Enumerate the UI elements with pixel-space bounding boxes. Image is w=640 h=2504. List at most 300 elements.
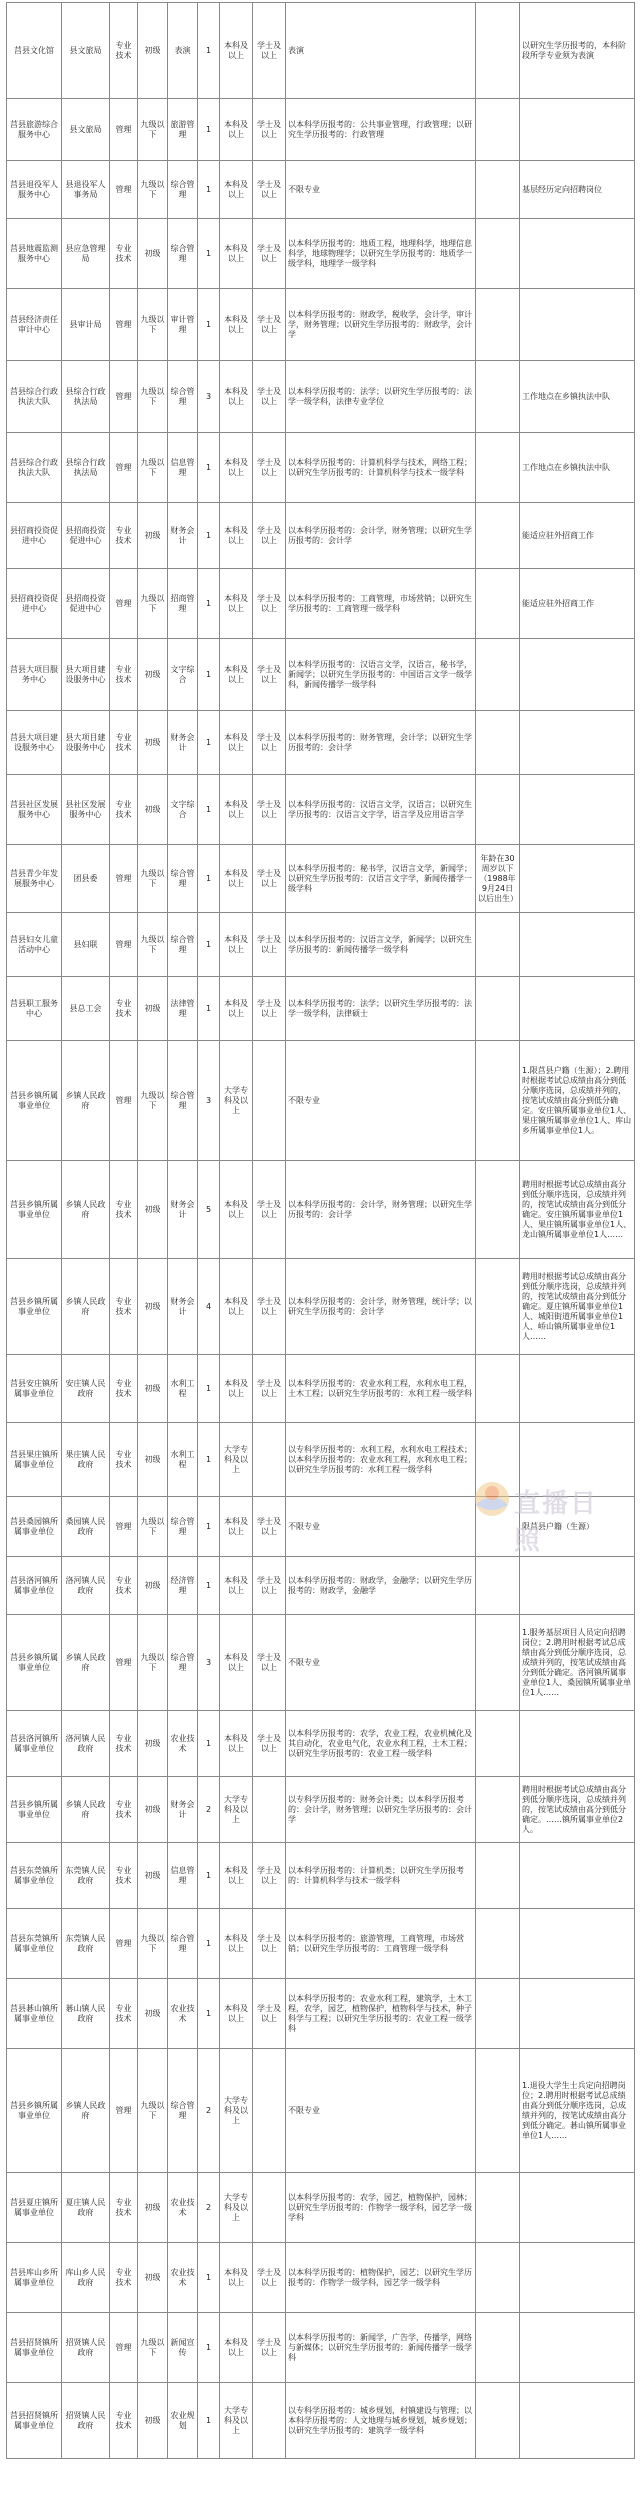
cell-department: 招贤镇人民政府 xyxy=(62,2383,110,2459)
cell-post-category: 管理 xyxy=(110,433,138,503)
cell-remarks: 以研究生学历报考的，本科阶段所学专业须为表演 xyxy=(520,3,635,99)
cell-headcount: 1 xyxy=(198,2383,220,2459)
cell-department: 县综合行政执法局 xyxy=(62,361,110,433)
cell-post-name: 农业技术 xyxy=(168,1979,198,2049)
cell-degree: 学士及以上 xyxy=(253,433,286,503)
cell-headcount: 2 xyxy=(198,2173,220,2243)
cell-post-category: 管理 xyxy=(110,289,138,361)
cell-education: 本科及以上 xyxy=(220,1843,253,1909)
cell-post-category: 专业技术 xyxy=(110,1355,138,1423)
cell-education: 本科及以上 xyxy=(220,503,253,569)
cell-post-category: 专业技术 xyxy=(110,1423,138,1497)
cell-headcount: 1 xyxy=(198,1355,220,1423)
cell-post-name: 水利工程 xyxy=(168,1355,198,1423)
cell-unit-name: 莒县大项目建设服务中心 xyxy=(7,711,62,775)
cell-post-category: 管理 xyxy=(110,913,138,977)
cell-other-requirements xyxy=(476,1557,520,1615)
cell-unit-name: 莒县综合行政执法大队 xyxy=(7,361,62,433)
cell-major: 不限专业 xyxy=(286,2049,476,2173)
cell-degree: 学士及以上 xyxy=(253,1909,286,1979)
cell-remarks: 聘用时根据考试总成绩由高分到低分顺序选岗，总成绩并列的，按笔试成绩由高分到低分确定。夏庄镇所属事业单位1人、城阳街道所属事业单位1人、峤山镇所属事业单位1人…… xyxy=(520,1259,635,1355)
cell-headcount: 1 xyxy=(198,1909,220,1979)
cell-education: 本科及以上 xyxy=(220,569,253,639)
table-row xyxy=(7,775,635,845)
cell-post-name: 农业规划 xyxy=(168,2383,198,2459)
cell-degree: 学士及以上 xyxy=(253,219,286,289)
table-row xyxy=(7,1423,635,1497)
cell-remarks xyxy=(520,1557,635,1615)
cell-degree: 学士及以上 xyxy=(253,1843,286,1909)
cell-remarks xyxy=(520,977,635,1041)
cell-headcount: 1 xyxy=(198,1979,220,2049)
cell-department: 团县委 xyxy=(62,845,110,913)
cell-department: 果庄镇人民政府 xyxy=(62,1423,110,1497)
cell-headcount: 1 xyxy=(198,2243,220,2313)
cell-department: 县大项目建设服务中心 xyxy=(62,639,110,711)
cell-headcount: 1 xyxy=(198,161,220,219)
cell-major: 以本科学历报考的：农业水利工程，水利水电工程，土木工程；以研究生学历报考的：水利工程一级学科 xyxy=(286,1355,476,1423)
cell-post-category: 专业技术 xyxy=(110,639,138,711)
cell-post-category: 专业技术 xyxy=(110,1711,138,1777)
cell-other-requirements xyxy=(476,1259,520,1355)
cell-major: 以本科学历报考的：汉语言文学，新闻学；以研究生学历报考的：新闻传播学一级学科 xyxy=(286,913,476,977)
cell-education: 大学专科及以上 xyxy=(220,1777,253,1843)
cell-education: 本科及以上 xyxy=(220,1161,253,1259)
cell-post-level: 初级 xyxy=(138,1423,168,1497)
recruitment-table xyxy=(6,2,635,2459)
cell-education: 本科及以上 xyxy=(220,775,253,845)
cell-major: 以本科学历报考的：财政学，金融学；以研究生学历报考的：财政学，金融学 xyxy=(286,1557,476,1615)
cell-degree: 学士及以上 xyxy=(253,775,286,845)
cell-remarks: 限莒县户籍（生源） xyxy=(520,1497,635,1557)
cell-education: 本科及以上 xyxy=(220,1979,253,2049)
cell-department: 乡镇人民政府 xyxy=(62,1777,110,1843)
table-row xyxy=(7,913,635,977)
cell-education: 本科及以上 xyxy=(220,99,253,161)
cell-other-requirements xyxy=(476,2313,520,2383)
cell-post-category: 管理 xyxy=(110,1497,138,1557)
cell-post-level: 九级以下 xyxy=(138,433,168,503)
cell-unit-name: 县招商投资促进中心 xyxy=(7,503,62,569)
cell-degree xyxy=(253,1041,286,1161)
cell-degree xyxy=(253,2173,286,2243)
cell-education: 本科及以上 xyxy=(220,711,253,775)
cell-unit-name: 莒县社区发展服务中心 xyxy=(7,775,62,845)
cell-degree: 学士及以上 xyxy=(253,289,286,361)
cell-major: 以本科学历报考的：公共事业管理，行政管理；以研究生学历报考的：行政管理 xyxy=(286,99,476,161)
cell-remarks: 能适应驻外招商工作 xyxy=(520,569,635,639)
cell-unit-name: 莒县综合行政执法大队 xyxy=(7,433,62,503)
cell-remarks xyxy=(520,1843,635,1909)
cell-degree: 学士及以上 xyxy=(253,161,286,219)
cell-degree: 学士及以上 xyxy=(253,1711,286,1777)
cell-unit-name: 莒县职工服务中心 xyxy=(7,977,62,1041)
cell-headcount: 1 xyxy=(198,639,220,711)
cell-other-requirements xyxy=(476,99,520,161)
cell-major: 以本科学历报考的：工商管理，市场营销；以研究生学历报考的：工商管理一级学科 xyxy=(286,569,476,639)
cell-unit-name: 莒县乡镇所属事业单位 xyxy=(7,2049,62,2173)
table-row xyxy=(7,503,635,569)
cell-post-name: 文字综合 xyxy=(168,639,198,711)
cell-post-level: 初级 xyxy=(138,1557,168,1615)
cell-major: 以本科学历报考的：新闻学，广告学，传播学，网络与新媒体；以研究生学历报考的：新闻传播学一级学科 xyxy=(286,2313,476,2383)
cell-remarks xyxy=(520,775,635,845)
cell-education: 本科及以上 xyxy=(220,361,253,433)
cell-post-name: 综合管理 xyxy=(168,1615,198,1711)
cell-department: 乡镇人民政府 xyxy=(62,1161,110,1259)
table-row xyxy=(7,289,635,361)
cell-post-category: 管理 xyxy=(110,361,138,433)
table-row xyxy=(7,1711,635,1777)
cell-remarks: 聘用时根据考试总成绩由高分到低分顺序选岗，总成绩并列的，按笔试成绩由高分到低分确定。……镇所属事业单位2人。 xyxy=(520,1777,635,1843)
cell-other-requirements xyxy=(476,2243,520,2313)
cell-degree xyxy=(253,2049,286,2173)
cell-unit-name: 莒县乡镇所属事业单位 xyxy=(7,1259,62,1355)
cell-post-category: 管理 xyxy=(110,2049,138,2173)
cell-post-name: 综合管理 xyxy=(168,1909,198,1979)
cell-headcount: 1 xyxy=(198,1843,220,1909)
cell-unit-name: 莒县招贤镇所属事业单位 xyxy=(7,2383,62,2459)
cell-post-level: 初级 xyxy=(138,1711,168,1777)
cell-post-name: 信息管理 xyxy=(168,1843,198,1909)
cell-unit-name: 莒县地震监测服务中心 xyxy=(7,219,62,289)
cell-other-requirements xyxy=(476,361,520,433)
cell-education: 大学专科及以上 xyxy=(220,2383,253,2459)
cell-post-category: 管理 xyxy=(110,2313,138,2383)
cell-headcount: 1 xyxy=(198,1711,220,1777)
cell-education: 本科及以上 xyxy=(220,2243,253,2313)
cell-headcount: 1 xyxy=(198,219,220,289)
cell-remarks: 工作地点在乡镇执法中队 xyxy=(520,433,635,503)
cell-degree: 学士及以上 xyxy=(253,1259,286,1355)
cell-degree: 学士及以上 xyxy=(253,503,286,569)
cell-education: 本科及以上 xyxy=(220,913,253,977)
cell-department: 县妇联 xyxy=(62,913,110,977)
cell-other-requirements xyxy=(476,1979,520,2049)
cell-post-category: 专业技术 xyxy=(110,1777,138,1843)
cell-post-level: 初级 xyxy=(138,1979,168,2049)
cell-remarks: 1.限莒县户籍（生源）；2.聘用时根据考试总成绩由高分到低分顺序选岗，总成绩并列的，按笔试成绩由高分到低分确定。安庄镇所属事业单位1人、果庄镇所属事业单位1人、库山乡所属事业单位1人。 xyxy=(520,1041,635,1161)
cell-department: 县综合行政执法局 xyxy=(62,433,110,503)
cell-education: 本科及以上 xyxy=(220,2313,253,2383)
cell-post-category: 专业技术 xyxy=(110,1259,138,1355)
cell-headcount: 2 xyxy=(198,2049,220,2173)
cell-post-level: 初级 xyxy=(138,219,168,289)
cell-education: 大学专科及以上 xyxy=(220,1041,253,1161)
cell-education: 本科及以上 xyxy=(220,1615,253,1711)
cell-remarks xyxy=(520,219,635,289)
cell-major: 表演 xyxy=(286,3,476,99)
cell-education: 本科及以上 xyxy=(220,161,253,219)
cell-post-level: 九级以下 xyxy=(138,289,168,361)
cell-major: 以本科学历报考的：财政学，税收学，会计学，审计学，财务管理；以研究生学历报考的：财政学，会计学 xyxy=(286,289,476,361)
cell-post-name: 财务会计 xyxy=(168,1259,198,1355)
cell-post-category: 管理 xyxy=(110,569,138,639)
cell-other-requirements: 年龄在30周岁以下（1988年9月24日以后出生） xyxy=(476,845,520,913)
cell-unit-name: 莒县洛河镇所属事业单位 xyxy=(7,1557,62,1615)
cell-degree: 学士及以上 xyxy=(253,3,286,99)
cell-department: 乡镇人民政府 xyxy=(62,2049,110,2173)
cell-post-category: 专业技术 xyxy=(110,3,138,99)
cell-post-name: 财务会计 xyxy=(168,503,198,569)
cell-post-category: 专业技术 xyxy=(110,977,138,1041)
cell-degree: 学士及以上 xyxy=(253,2313,286,2383)
table-row xyxy=(7,1843,635,1909)
cell-major: 以本科学历报考的：汉语言文学，汉语言；以研究生学历报考的：汉语言文字学，语言学及应用语言学 xyxy=(286,775,476,845)
cell-unit-name: 县招商投资促进中心 xyxy=(7,569,62,639)
cell-headcount: 1 xyxy=(198,977,220,1041)
cell-post-name: 法律管理 xyxy=(168,977,198,1041)
cell-post-name: 文字综合 xyxy=(168,775,198,845)
cell-post-name: 经济管理 xyxy=(168,1557,198,1615)
cell-degree: 学士及以上 xyxy=(253,639,286,711)
table-row xyxy=(7,219,635,289)
cell-major: 以本科学历报考的：法学；以研究生学历报考的：法学一级学科，法律专业学位 xyxy=(286,361,476,433)
cell-major: 以本科学历报考的：会计学，财务管理；以研究生学历报考的：会计学 xyxy=(286,1161,476,1259)
cell-major: 以本科学历报考的：植物保护，园艺；以研究生学历报考的：作物学一级学科，园艺学一级学科 xyxy=(286,2243,476,2313)
cell-other-requirements xyxy=(476,433,520,503)
table-row xyxy=(7,161,635,219)
cell-major: 不限专业 xyxy=(286,1041,476,1161)
cell-other-requirements xyxy=(476,1843,520,1909)
cell-post-level: 九级以下 xyxy=(138,2049,168,2173)
cell-other-requirements xyxy=(476,711,520,775)
cell-post-level: 九级以下 xyxy=(138,1909,168,1979)
table-row xyxy=(7,99,635,161)
cell-department: 洛河镇人民政府 xyxy=(62,1711,110,1777)
cell-headcount: 5 xyxy=(198,1161,220,1259)
cell-remarks: 能适应驻外招商工作 xyxy=(520,503,635,569)
cell-education: 本科及以上 xyxy=(220,845,253,913)
cell-degree: 学士及以上 xyxy=(253,361,286,433)
cell-post-name: 农业技术 xyxy=(168,1711,198,1777)
cell-remarks xyxy=(520,289,635,361)
cell-post-name: 农业技术 xyxy=(168,2173,198,2243)
cell-department: 县应急管理局 xyxy=(62,219,110,289)
table-row xyxy=(7,1557,635,1615)
cell-headcount: 1 xyxy=(198,99,220,161)
cell-post-level: 初级 xyxy=(138,2383,168,2459)
cell-post-level: 初级 xyxy=(138,1161,168,1259)
cell-remarks xyxy=(520,99,635,161)
cell-department: 夏庄镇人民政府 xyxy=(62,2173,110,2243)
cell-education: 本科及以上 xyxy=(220,289,253,361)
cell-remarks xyxy=(520,1711,635,1777)
cell-unit-name: 莒县桑园镇所属事业单位 xyxy=(7,1497,62,1557)
cell-post-category: 专业技术 xyxy=(110,1161,138,1259)
cell-education: 本科及以上 xyxy=(220,3,253,99)
cell-degree: 学士及以上 xyxy=(253,99,286,161)
cell-unit-name: 莒县东莞镇所属事业单位 xyxy=(7,1909,62,1979)
cell-education: 大学专科及以上 xyxy=(220,2173,253,2243)
cell-post-name: 表演 xyxy=(168,3,198,99)
table-row xyxy=(7,1161,635,1259)
cell-post-level: 初级 xyxy=(138,775,168,845)
cell-unit-name: 莒县库山乡所属事业单位 xyxy=(7,2243,62,2313)
cell-remarks xyxy=(520,2383,635,2459)
cell-post-level: 初级 xyxy=(138,977,168,1041)
table-row xyxy=(7,1497,635,1557)
table-row xyxy=(7,1041,635,1161)
cell-post-category: 专业技术 xyxy=(110,1843,138,1909)
cell-education: 本科及以上 xyxy=(220,219,253,289)
cell-post-name: 综合管理 xyxy=(168,2049,198,2173)
cell-other-requirements xyxy=(476,977,520,1041)
table-row xyxy=(7,1979,635,2049)
cell-department: 招贤镇人民政府 xyxy=(62,2313,110,2383)
cell-unit-name: 莒县妇女儿童活动中心 xyxy=(7,913,62,977)
cell-post-category: 专业技术 xyxy=(110,1557,138,1615)
cell-other-requirements xyxy=(476,503,520,569)
cell-headcount: 1 xyxy=(198,569,220,639)
cell-degree xyxy=(253,1777,286,1843)
cell-unit-name: 莒县经济责任审计中心 xyxy=(7,289,62,361)
cell-remarks xyxy=(520,2313,635,2383)
cell-post-name: 综合管理 xyxy=(168,161,198,219)
cell-remarks xyxy=(520,1909,635,1979)
cell-remarks: 基层经历定向招聘岗位 xyxy=(520,161,635,219)
cell-major: 以专科学历报考的：水利工程，水利水电工程技术；以本科学历报考的：农业水利工程，水利水电工程；以研究生学历报考的：水利工程一级学科 xyxy=(286,1423,476,1497)
cell-post-level: 九级以下 xyxy=(138,845,168,913)
cell-unit-name: 莒县碁山镇所属事业单位 xyxy=(7,1979,62,2049)
cell-department: 县大项目建设服务中心 xyxy=(62,711,110,775)
cell-other-requirements xyxy=(476,1615,520,1711)
cell-post-category: 专业技术 xyxy=(110,219,138,289)
cell-remarks xyxy=(520,845,635,913)
cell-headcount: 1 xyxy=(198,775,220,845)
cell-other-requirements xyxy=(476,1161,520,1259)
cell-major: 不限专业 xyxy=(286,161,476,219)
table-row xyxy=(7,1909,635,1979)
cell-headcount: 1 xyxy=(198,503,220,569)
cell-post-level: 九级以下 xyxy=(138,1497,168,1557)
cell-education: 本科及以上 xyxy=(220,1711,253,1777)
cell-major: 以本科学历报考的：计算机类；以研究生学历报考的：计算机科学与技术一级学科 xyxy=(286,1843,476,1909)
table-row xyxy=(7,1259,635,1355)
cell-major: 以本科学历报考的：会计学，财务管理，统计学；以研究生学历报考的：会计学 xyxy=(286,1259,476,1355)
cell-post-name: 财务会计 xyxy=(168,711,198,775)
cell-post-level: 初级 xyxy=(138,711,168,775)
cell-major: 以本科学历报考的：会计学，财务管理；以研究生学历报考的：会计学 xyxy=(286,503,476,569)
cell-major: 不限专业 xyxy=(286,1615,476,1711)
cell-post-name: 综合管理 xyxy=(168,913,198,977)
cell-unit-name: 莒县果庄镇所属事业单位 xyxy=(7,1423,62,1497)
cell-other-requirements xyxy=(476,1711,520,1777)
cell-remarks: 聘用时根据考试总成绩由高分到低分顺序选岗，总成绩并列的，按笔试成绩由高分到低分确定。安庄镇所属事业单位1人、果庄镇所属事业单位1人、龙山镇所属事业单位1人…… xyxy=(520,1161,635,1259)
cell-degree: 学士及以上 xyxy=(253,845,286,913)
cell-department: 库山乡人民政府 xyxy=(62,2243,110,2313)
cell-other-requirements xyxy=(476,3,520,99)
cell-unit-name: 莒县乡镇所属事业单位 xyxy=(7,1615,62,1711)
cell-post-level: 九级以下 xyxy=(138,99,168,161)
cell-education: 本科及以上 xyxy=(220,1557,253,1615)
cell-post-level: 初级 xyxy=(138,1843,168,1909)
cell-post-level: 初级 xyxy=(138,1259,168,1355)
cell-major: 以本科学历报考的：汉语言文学，汉语言，秘书学，新闻学；以研究生学历报考的：中国语言文学一级学科，新闻传播学一级学科 xyxy=(286,639,476,711)
cell-other-requirements xyxy=(476,775,520,845)
cell-post-category: 专业技术 xyxy=(110,711,138,775)
table-row xyxy=(7,2049,635,2173)
cell-remarks xyxy=(520,1979,635,2049)
cell-degree: 学士及以上 xyxy=(253,1979,286,2049)
cell-unit-name: 莒县青少年发展服务中心 xyxy=(7,845,62,913)
cell-department: 乡镇人民政府 xyxy=(62,1041,110,1161)
cell-department: 县文旅局 xyxy=(62,3,110,99)
table-row xyxy=(7,711,635,775)
cell-post-level: 初级 xyxy=(138,2243,168,2313)
cell-remarks xyxy=(520,2243,635,2313)
cell-other-requirements xyxy=(476,2173,520,2243)
cell-major: 以本科学历报考的：法学；以研究生学历报考的：法学一级学科，法律硕士 xyxy=(286,977,476,1041)
cell-education: 本科及以上 xyxy=(220,639,253,711)
cell-department: 碁山镇人民政府 xyxy=(62,1979,110,2049)
cell-major: 以专科学历报考的：城乡规划，村镇建设与管理；以本科学历报考的：人文地理与城乡规划，城乡规划；以研究生学历报考的：建筑学一级学科 xyxy=(286,2383,476,2459)
cell-post-level: 九级以下 xyxy=(138,569,168,639)
cell-other-requirements xyxy=(476,161,520,219)
cell-education: 本科及以上 xyxy=(220,1497,253,1557)
cell-major: 以本科学历报考的：秘书学，汉语言文学，新闻学；以研究生学历报考的：汉语言文字学，新闻传播学一级学科 xyxy=(286,845,476,913)
cell-post-name: 财务会计 xyxy=(168,1161,198,1259)
cell-unit-name: 莒县退役军人服务中心 xyxy=(7,161,62,219)
cell-post-name: 综合管理 xyxy=(168,1497,198,1557)
cell-headcount: 1 xyxy=(198,711,220,775)
cell-department: 桑园镇人民政府 xyxy=(62,1497,110,1557)
cell-other-requirements xyxy=(476,219,520,289)
cell-post-name: 水利工程 xyxy=(168,1423,198,1497)
cell-other-requirements xyxy=(476,569,520,639)
cell-unit-name: 莒县旅游综合服务中心 xyxy=(7,99,62,161)
cell-other-requirements xyxy=(476,913,520,977)
cell-unit-name: 莒县文化馆 xyxy=(7,3,62,99)
cell-other-requirements xyxy=(476,2049,520,2173)
cell-post-name: 综合管理 xyxy=(168,1041,198,1161)
cell-post-level: 初级 xyxy=(138,1777,168,1843)
cell-post-level: 初级 xyxy=(138,503,168,569)
cell-education: 本科及以上 xyxy=(220,1355,253,1423)
cell-post-name: 综合管理 xyxy=(168,219,198,289)
cell-post-name: 信息管理 xyxy=(168,433,198,503)
cell-post-name: 财务会计 xyxy=(168,1777,198,1843)
cell-post-category: 专业技术 xyxy=(110,2173,138,2243)
cell-post-category: 管理 xyxy=(110,1909,138,1979)
cell-degree: 学士及以上 xyxy=(253,569,286,639)
table-row xyxy=(7,977,635,1041)
cell-department: 县文旅局 xyxy=(62,99,110,161)
cell-remarks xyxy=(520,711,635,775)
cell-post-category: 专业技术 xyxy=(110,503,138,569)
table-row xyxy=(7,1615,635,1711)
cell-post-name: 综合管理 xyxy=(168,361,198,433)
cell-degree: 学士及以上 xyxy=(253,1497,286,1557)
cell-department: 东莞镇人民政府 xyxy=(62,1843,110,1909)
cell-post-level: 初级 xyxy=(138,2173,168,2243)
cell-post-level: 九级以下 xyxy=(138,913,168,977)
cell-headcount: 2 xyxy=(198,1777,220,1843)
cell-remarks xyxy=(520,2173,635,2243)
cell-post-category: 专业技术 xyxy=(110,2383,138,2459)
cell-post-name: 旅游管理 xyxy=(168,99,198,161)
cell-post-category: 管理 xyxy=(110,1041,138,1161)
cell-major: 以本科学历报考的：农学，农业工程，农业机械化及其自动化，农业电气化，农业水利工程，土木工程；以研究生学历报考的：农业工程一级学科 xyxy=(286,1711,476,1777)
table-row xyxy=(7,845,635,913)
cell-other-requirements xyxy=(476,1041,520,1161)
cell-headcount: 1 xyxy=(198,845,220,913)
cell-remarks xyxy=(520,639,635,711)
cell-major: 以本科学历报考的：地质工程，地理科学，地理信息科学，地球物理学；以研究生学历报考的：地质学一级学科，地理学一级学科 xyxy=(286,219,476,289)
table-row xyxy=(7,2173,635,2243)
cell-unit-name: 莒县乡镇所属事业单位 xyxy=(7,1161,62,1259)
cell-post-name: 农业技术 xyxy=(168,2243,198,2313)
